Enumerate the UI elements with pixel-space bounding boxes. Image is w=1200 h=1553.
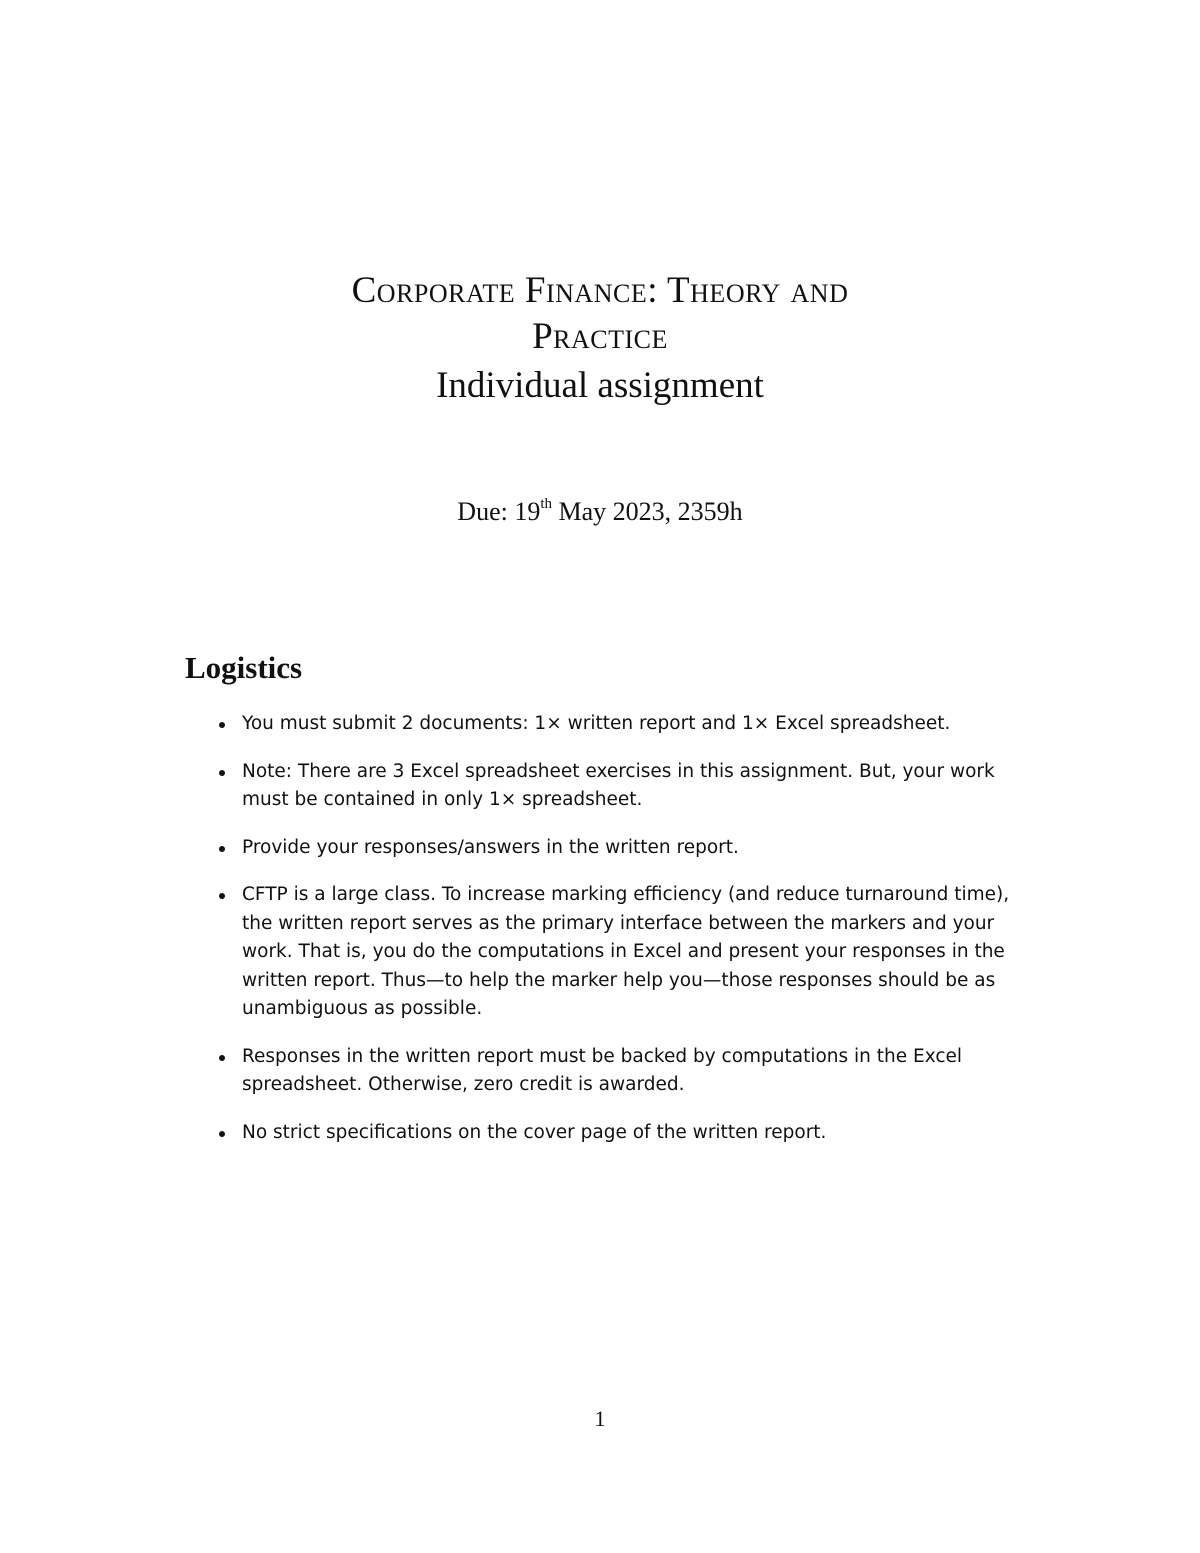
list-item-text: CFTP is a large class. To increase marking efficiency (and reduce turnaround time), the written report serves as the primary interface between the markers and your work. That is, you do the computations in Excel and present your responses in the written report. Thus—to help the marker help you—those responses should be as unambiguous as possible. bbox=[242, 884, 1010, 1019]
bullet-icon bbox=[219, 1055, 225, 1061]
document-title-line-2: Practice bbox=[532, 316, 668, 357]
due-date-ordinal: th bbox=[540, 496, 553, 512]
due-date bbox=[0, 494, 1200, 530]
title-block bbox=[0, 268, 1200, 410]
logistics-list bbox=[185, 710, 1025, 1166]
list-item bbox=[185, 834, 1025, 863]
list-item bbox=[185, 758, 1025, 815]
list-item bbox=[185, 881, 1025, 1024]
bullet-icon bbox=[219, 770, 225, 776]
list-item bbox=[185, 1119, 1025, 1148]
due-date-suffix: May 2023, 2359h bbox=[552, 497, 743, 526]
list-item-text: Note: There are 3 Excel spreadsheet exercises in this assignment. But, your work must be contained in only 1× spreadsheet. bbox=[242, 760, 995, 810]
document-title-line-1: Corporate Finance: Theory and bbox=[351, 270, 849, 311]
bullet-icon bbox=[219, 846, 225, 852]
bullet-icon bbox=[219, 1131, 225, 1137]
document-subtitle: Individual assignment bbox=[436, 365, 764, 406]
bullet-icon bbox=[219, 722, 225, 728]
list-item-text: Responses in the written report must be backed by computations in the Excel spreadsheet. Otherwise, zero credit is awarded. bbox=[242, 1045, 963, 1095]
due-date-prefix: Due: 19 bbox=[457, 497, 541, 526]
page-number: 1 bbox=[594, 1406, 606, 1431]
list-item-text: No strict specifications on the cover page of the written report. bbox=[242, 1121, 827, 1143]
list-item bbox=[185, 1043, 1025, 1100]
list-item-text: Provide your responses/answers in the written report. bbox=[242, 836, 739, 858]
bullet-icon bbox=[219, 893, 225, 899]
section-heading-logistics: Logistics bbox=[185, 650, 303, 685]
list-item-text: You must submit 2 documents: 1× written report and 1× Excel spreadsheet. bbox=[242, 713, 951, 734]
list-item bbox=[185, 710, 1025, 739]
